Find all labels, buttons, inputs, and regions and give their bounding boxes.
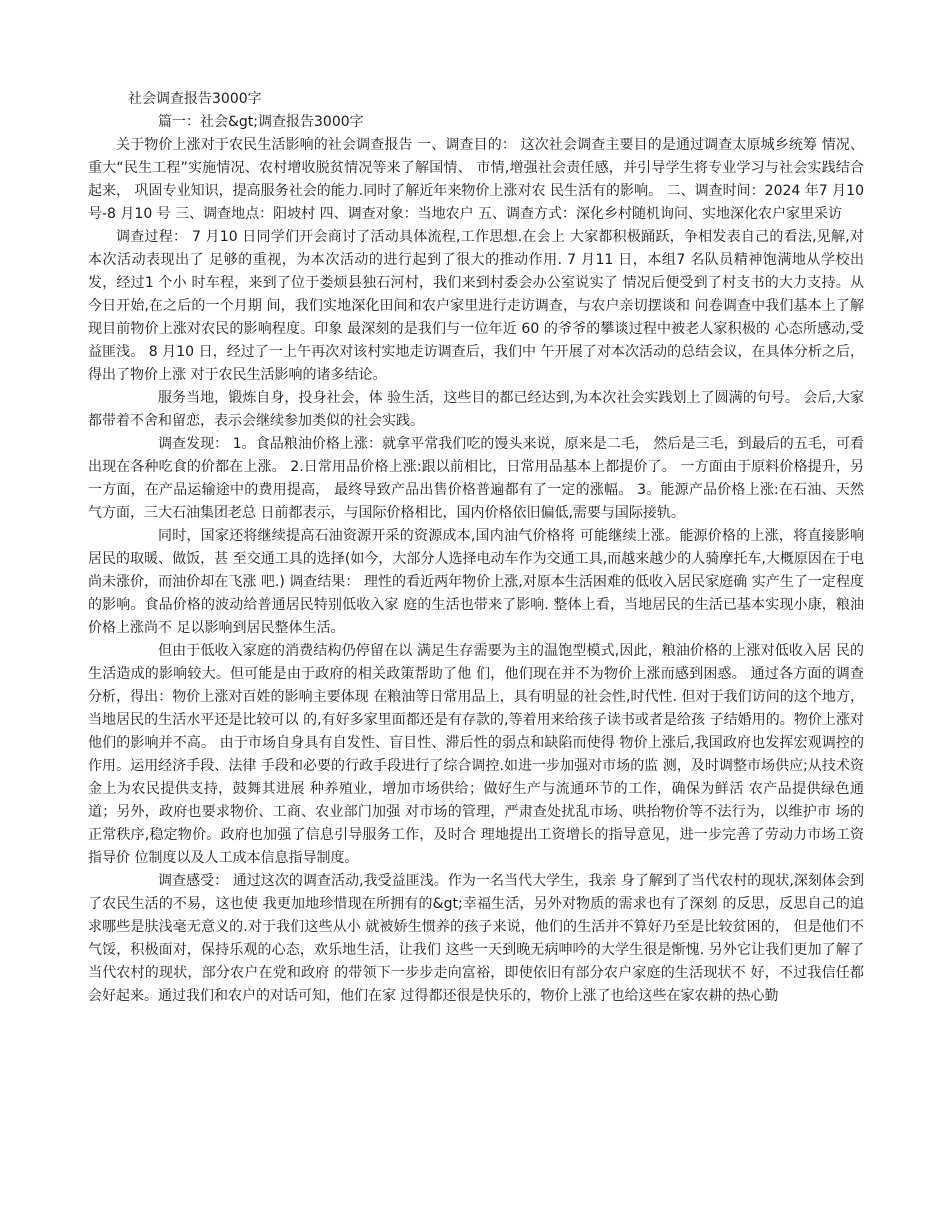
body-paragraph-analysis: 但由于低收入家庭的消费结构仍停留在以 满足生存需要为主的温饱型模式,因此，粮油价格的上涨对低收入居 民的生活造成的影响较大。但可能是由于政府的相关政策帮助了他 们，他们现在并不为物价上涨而感到困惑。 通过各方面的调查分析，得出：物价上涨对百姓的影响主要体现 在粮油等日常用品上，具有明显的社会性,时代性. 但对于我们访问的这个地方，当地居民的生活水平还是比较可以 的,有好多家里面都还是有存款的,等着用来给孩子读书或者是给孩 子结婚用的。物价上涨对他们的影响并不高。 由于市场自身具有自发性、盲目性、滞后性的弱点和缺陷而使得 物价上涨后,我国政府也发挥宏观调控的作用。运用经济手段、法律 手段和必要的行政手段进行了综合调控.如进一步加强对市场的监 测，及时调整市场供应;从技术资金上为农民提供支持，鼓舞其进展 种养殖业，增加市场供给；做好生产与流通环节的工作，确保为鲜活 农产品提供绿色通道；另外，政府也要求物价、工商、农业部门加强 对市场的管理，严肃查处扰乱市场、哄抬物价等不法行为，以维护市 场的正常秩序,稳定物价。政府也加强了信息引导服务工作，及时合 理地提出工资增长的指导意见，进一步完善了劳动力市场工资指导价 位制度以及人工成本信息指导制度。: [88, 643, 864, 866]
body-paragraph-purpose: 关于物价上涨对于农民生活影响的社会调查报告 一、调查目的： 这次社会调查主要目的是通过调查太原城乡统筹 情况、重大“民生工程”实施情况、农村增收脱贫情况等来了解国情、 市情,增强社会责任感，并引导学生将专业学习与社会实践结合起来， 巩固专业知识，提高服务社会的能力.同时了解近年来物价上涨对农 民生活有的影响。 二、调查时间：2024 年7 月10 号-8 月10 号 三、调查地点：阳坡村 四、调查对象：当地农户 五、调查方式：深化乡村随机询问、实地深化农户家里采访: [88, 137, 864, 222]
body-paragraph-energy: 同时，国家还将继续提高石油资源开采的资源成本,国内油气价格将 可能继续上涨。能源价格的上涨，将直接影响居民的取暖、做饭，甚 至交通工具的选择(如今，大部分人选择电动车作为交通工具,而越来越少的人骑摩托车,大概原因在于电尚未涨价，而油价却在飞涨 吧.) 调查结果： 理性的看近两年物价上涨,对原本生活困难的低收入居民家庭确 实产生了一定程度的影响。食品价格的波动给普通居民特别低收入家 庭的生活也带来了影响. 整体上看，当地居民的生活已基本实现小康，粮油价格上涨尚不 足以影响到居民整体生活。: [88, 528, 864, 636]
document-subtitle: 篇一：社会&gt;调查报告3000字: [158, 114, 364, 130]
body-paragraph-findings: 调查发现： 1。食品粮油价格上涨：就拿平常我们吃的馒头来说，原来是二毛， 然后是三毛，到最后的五毛，可看出现在各种吃食的价都在上涨。 2.日常用品价格上涨:跟以前相比，日常用品基本上都提价了。 一方面由于原料价格提升，另一方面，在产品运输途中的费用提高， 最终导致产品出售价格普遍都有了一定的涨幅。 3。能源产品价格上涨:在石油、天然气方面，三大石油集团老总 日前都表示，与国际价格相比，国内价格依旧偏低,需要与国际接轨。: [88, 436, 864, 521]
body-paragraph-feelings: 调查感受： 通过这次的调查活动,我受益匪浅。作为一名当代大学生，我亲 身了解到了当代农村的现状,深刻体会到了农民生活的不易，这也使 我更加地珍惜现在所拥有的&gt;幸福生活，另外对物质的需求也有了深刻 的反思，反思自己的追求哪些是肤浅毫无意义的.对于我们这些从小 就被娇生惯养的孩子来说，他们的生活并不算好乃至是比较贫困的， 但是他们不气馁，积极面对，保持乐观的心态，欢乐地生活，让我们 这些一天到晚无病呻吟的大学生很是惭愧. 另外它让我们更加了解了当代农村的现状，部分农户在党和政府 的带领下一步步走向富裕，即使依旧有部分农户家庭的生活现状不 好，不过我信任都会好起来。通过我们和农户的对话可知，他们在家 过得都还很是快乐的，物价上涨了也给这些在家农耕的热心勤: [88, 873, 864, 1004]
body-paragraph-service: 服务当地，锻炼自身，投身社会，体 验生活，这些目的都已经达到,为本次社会实践划上了圆满的句号。 会后,大家都带着不舍和留恋，表示会继续参加类似的社会实践。: [88, 390, 864, 429]
body-paragraph-process: 调查过程： 7 月10 日同学们开会商讨了活动具体流程,工作思想.在会上 大家都积极踊跃，争相发表自己的看法,见解,对本次活动表现出了 足够的重视，为本次活动的进行起到了很大的推动作用. 7 月11 日，本组7 名队员精神饱满地从学校出发，经过1 个小 时车程，来到了位于娄烦县独石河村，我们来到村委会办公室说实了 情况后便受到了村支书的大力支持。从今日开始,在之后的一个月期 间，我们实地深化田间和农户家里进行走访调查，与农户亲切摆谈和 问卷调查中我们基本上了解现目前物价上涨对农民的影响程度。印象 最深刻的是我们与一位年近 60 的爷爷的攀谈过程中被老人家积极的 心态所感动,受益匪浅。 8 月10 日，经过了一上午再次对该村实地走访调查后，我们中 午开展了对本次活动的总结会议，在具体分析之后，得出了物价上涨 对于农民生活影响的诸多结论。: [88, 229, 864, 383]
document-page: [88, 88, 864, 1008]
document-title: 社会调查报告3000字: [128, 91, 262, 107]
